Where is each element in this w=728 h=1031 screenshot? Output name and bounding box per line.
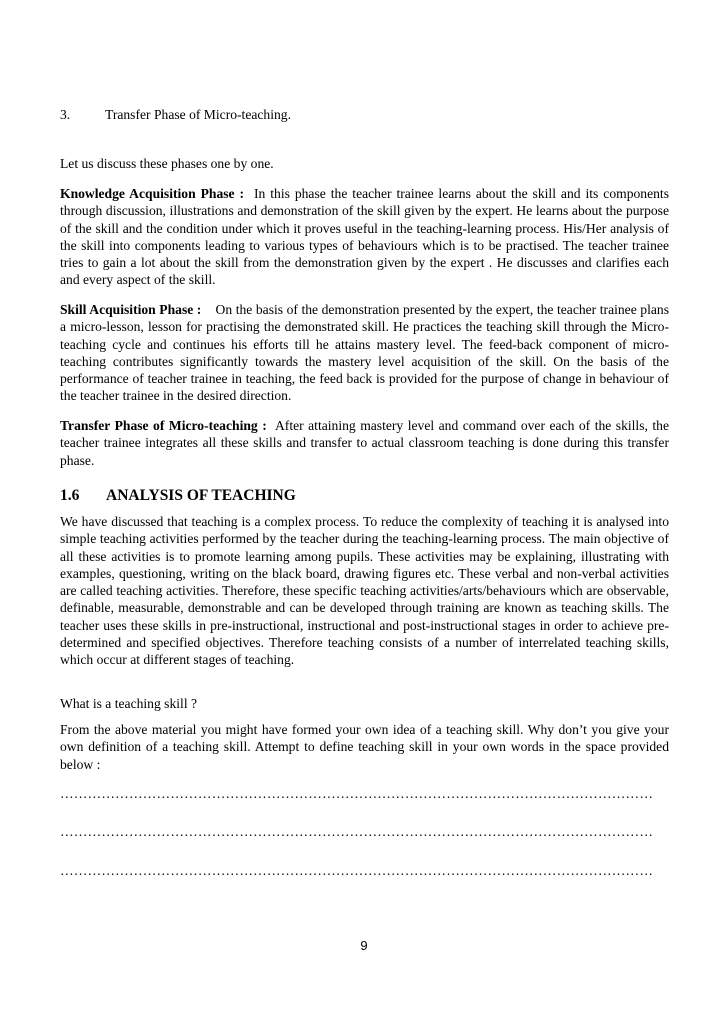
answer-line-2[interactable]: …………………………………………………………………………………………………………………: [60, 824, 654, 839]
skill-paragraph: [60, 301, 669, 405]
answer-line-1[interactable]: …………………………………………………………………………………………………………………: [60, 786, 654, 801]
prompt-paragraph: [60, 721, 669, 773]
intro-paragraph: [60, 155, 669, 172]
question-text: What is a teaching skill ?: [60, 696, 198, 711]
knowledge-paragraph: [60, 185, 669, 289]
page-number: 9: [360, 938, 368, 953]
section-number: 1.6: [60, 487, 80, 504]
transfer-text: After attaining mastery level and command over each of the skills, the teacher trainee integrates all these skills and transfer to actual classroom teaching is done during this transfer phase.: [60, 418, 669, 468]
list-text: Transfer Phase of Micro-teaching.: [105, 107, 291, 122]
answer-line-3[interactable]: …………………………………………………………………………………………………………………: [60, 863, 654, 878]
section-title: ANALYSIS OF TEACHING: [106, 487, 296, 504]
transfer-title: Transfer Phase of Micro-teaching :: [60, 418, 267, 433]
question-paragraph: [60, 695, 669, 712]
prompt-text: From the above material you might have formed your own idea of a teaching skill. Why don’t you give your own definition of a teaching skill. Attempt to define teaching skill in your own words in the space provided below :: [60, 722, 669, 772]
intro-text: Let us discuss these phases one by one.: [60, 156, 274, 171]
analysis-text: We have discussed that teaching is a complex process. To reduce the complexity of teaching it is analysed into simple teaching activities performed by the teacher during the teaching-learning process. The main objective of all these activities is to promote learning among pupils. These activities may be explaining, illustrating with examples, questioning, writing on the black board, drawing figures etc. These verbal and non-verbal activities are called teaching activities. Therefore, these specific teaching activities/arts/behaviours which are observable, definable, measurable, demonstrable and can be developed through training are known as teaching skills. The teacher uses these skills in pre-instructional, instructional and post-instructional stages in order to achieve pre-determined and specified objectives. Therefore teaching consists of a number of interrelated teaching skills, which occur at different stages of teaching.: [60, 514, 669, 668]
knowledge-text: In this phase the teacher trainee learns about the skill and its components through discussion, illustrations and demonstration of the skill given by the expert. He learns about the purpose of the skill and the condition under which it proves useful in the teaching-learning process. His/Her analysis of the skill into components leading to various types of behaviours which is to be practised. The teacher trainee tries to gain a lot about the skill from the demonstration given by the expert . He discusses and clarifies each and every aspect of the skill.: [60, 186, 669, 288]
skill-text: On the basis of the demonstration presented by the expert, the teacher trainee plans a micro-lesson, lesson for practising the demonstrated skill. He practices the teaching skill through the Micro-teaching cycle and continues his efforts till he attains mastery level. The feed-back component of micro-teaching contributes significantly towards the mastery level acquisition of the skill. On the basis of the performance of teacher trainee in teaching, the feed back is provided for the purpose of change in behaviour of the teacher trainee in the desired direction.: [60, 302, 669, 404]
list-item-transfer-phase: [60, 107, 291, 123]
list-number: 3.: [60, 107, 71, 122]
section-heading: [60, 487, 296, 505]
knowledge-title: Knowledge Acquisition Phase :: [60, 186, 245, 201]
transfer-paragraph: [60, 417, 669, 469]
analysis-paragraph: [60, 513, 669, 669]
skill-title: Skill Acquisition Phase :: [60, 302, 202, 317]
